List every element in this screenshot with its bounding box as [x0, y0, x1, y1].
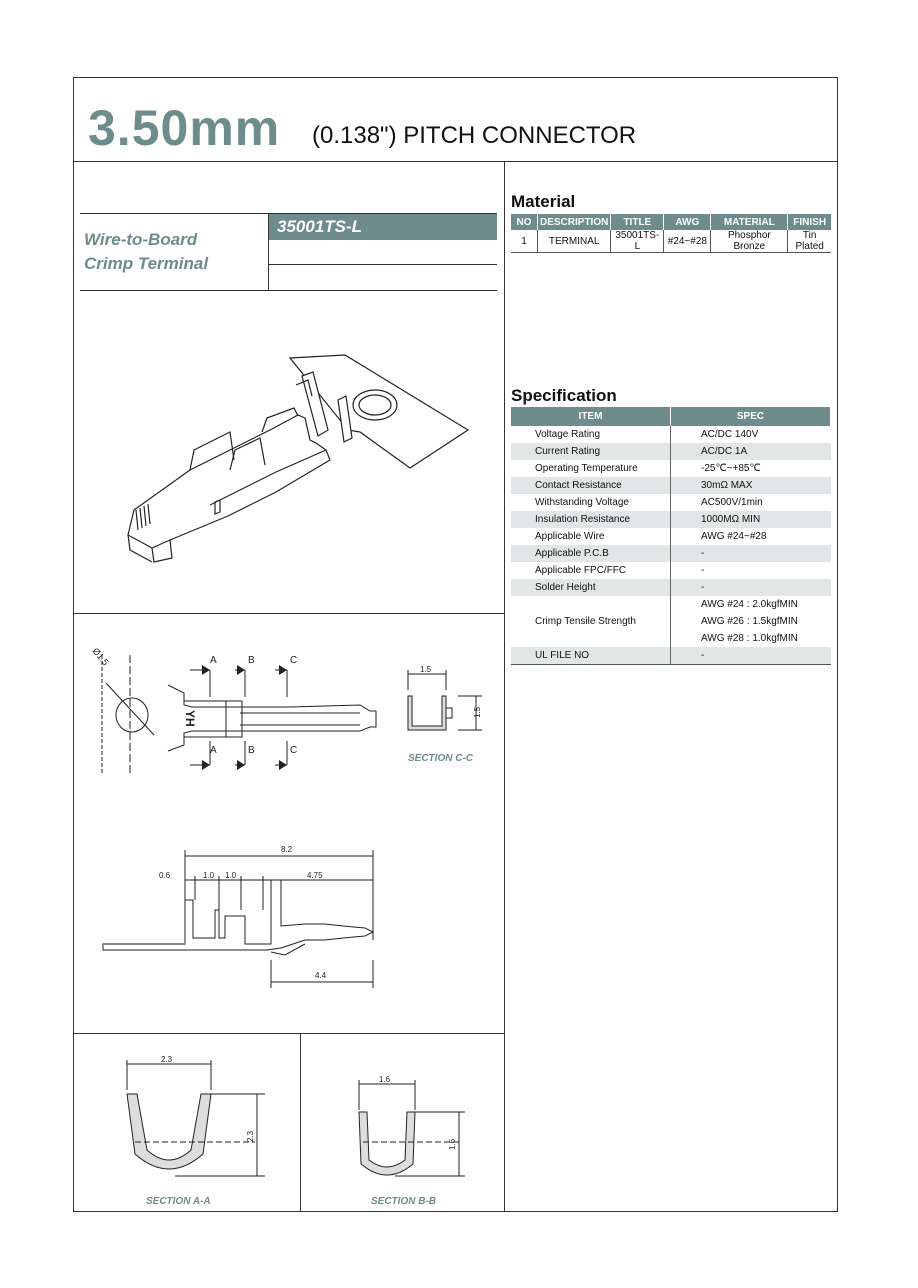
spec-col-item: ITEM: [511, 407, 671, 426]
material-cell: 35001TS-L: [611, 230, 664, 253]
product-type: [84, 228, 208, 276]
spec-item: UL FILE NO: [511, 647, 671, 665]
spec-value: AC/DC 140V: [701, 429, 759, 440]
spec-item: Insulation Resistance: [511, 511, 671, 528]
material-col-material: MATERIAL: [711, 214, 788, 230]
section-mark-c: C: [290, 655, 298, 666]
spec-item: Contact Resistance: [511, 477, 671, 494]
dim-cc-height: 1.5: [473, 706, 482, 718]
dim-bb-height: 1.6: [448, 1138, 457, 1150]
svg-text:YH: YH: [183, 710, 197, 727]
dim-cc-width: 1.5: [420, 665, 432, 674]
terminal-side-view: [95, 840, 395, 995]
material-col-awg: AWG: [664, 214, 711, 230]
dim-phi: Ø1.5: [90, 645, 111, 668]
product-bottom-line: [80, 290, 497, 291]
spec-value: 1000MΩ MIN: [671, 511, 831, 528]
dim-d5: 4.4: [315, 971, 327, 980]
dim-d4: 4.75: [307, 871, 323, 880]
table-row: [511, 528, 831, 545]
table-row: [511, 579, 831, 596]
section-cc-label: SECTION C-C: [408, 753, 473, 764]
dim-total: 8.2: [281, 845, 293, 854]
pitch-subtitle: (0.138") PITCH CONNECTOR: [312, 122, 637, 149]
material-cell: 1: [511, 230, 538, 253]
dim-aa-height: 2.3: [246, 1130, 255, 1142]
material-cell: Phosphor Bronze: [711, 230, 788, 253]
product-type-line1: Wire-to-Board: [84, 230, 198, 249]
table-row: [511, 647, 831, 665]
dim-d1: 0.6: [159, 871, 171, 880]
table-row: [511, 596, 831, 647]
material-cell: TERMINAL: [538, 230, 611, 253]
center-divider: [504, 161, 505, 1212]
spec-value: -25℃~+85℃: [701, 463, 761, 474]
terminal-top-view: [80, 635, 380, 785]
spec-item: Crimp Tensile Strength: [511, 596, 671, 647]
dim-d3: 1.0: [225, 871, 237, 880]
table-row: [511, 477, 831, 494]
spec-item: Withstanding Voltage: [511, 494, 671, 511]
spec-value: AWG #24 : 2.0kgfMIN: [701, 599, 798, 610]
table-row: [511, 443, 831, 460]
section-mark-a: A: [210, 745, 217, 756]
spec-item: Current Rating: [511, 443, 671, 460]
section-aa-label: SECTION A-A: [146, 1196, 211, 1207]
dim-d2: 1.0: [203, 871, 215, 880]
material-col-title: TITLE: [611, 214, 664, 230]
pitch-title: 3.50mm: [88, 100, 281, 156]
part-number: 35001TS-L: [269, 214, 497, 240]
table-row: [511, 494, 831, 511]
spec-item: Voltage Rating: [511, 426, 671, 443]
section-mark-b: B: [248, 655, 255, 666]
spec-item: Applicable FPC/FFC: [511, 562, 671, 579]
material-cell: Tin Plated: [788, 230, 831, 253]
spec-value: -: [671, 545, 831, 562]
iso-divider: [73, 613, 504, 614]
dim-aa-width: 2.3: [161, 1055, 173, 1064]
spec-value: AC/DC 1A: [671, 443, 831, 460]
table-row: [511, 511, 831, 528]
section-bb-label: SECTION B-B: [371, 1196, 436, 1207]
spec-value: AWG #28 : 1.0kgfMIN: [701, 633, 798, 644]
section-aa-drawing: [115, 1050, 275, 1180]
spec-col-spec: SPEC: [671, 407, 831, 426]
spec-value: -: [671, 647, 831, 665]
terminal-isometric-drawing: [80, 300, 500, 600]
material-heading: Material: [511, 192, 576, 211]
spec-item: Applicable Wire: [511, 528, 671, 545]
spec-value: 30mΩ MAX: [671, 477, 831, 494]
spec-value: AC500V/1min: [701, 497, 763, 508]
material-col-no: NO: [511, 214, 538, 230]
section-cc-drawing: [400, 660, 490, 745]
product-type-line2: Crimp Terminal: [84, 254, 209, 273]
header-divider: [73, 161, 838, 162]
material-cell: #24~#28: [664, 230, 711, 253]
material-col-finish: FINISH: [788, 214, 831, 230]
material-col-description: DESCRIPTION: [538, 214, 611, 230]
section-bb-drawing: [345, 1070, 475, 1180]
table-row: [511, 545, 831, 562]
spec-value: AWG #26 : 1.5kgfMIN: [701, 616, 798, 627]
dim-bb-width: 1.6: [379, 1075, 391, 1084]
material-table: [511, 214, 831, 253]
product-inner-line: [269, 264, 497, 265]
section-mark-a: A: [210, 655, 217, 666]
table-row: [511, 230, 831, 253]
table-row: [511, 562, 831, 579]
spec-item: Solder Height: [511, 579, 671, 596]
spec-item: Operating Temperature: [511, 460, 671, 477]
specification-table: [511, 407, 831, 665]
spec-value: -: [701, 565, 705, 576]
specification-heading: Specification: [511, 386, 617, 405]
sections-mid-divider: [300, 1033, 301, 1212]
sections-divider: [73, 1033, 504, 1034]
spec-value: AWG #24~#28: [701, 531, 767, 542]
spec-item: Applicable P.C.B: [511, 545, 671, 562]
table-row: [511, 426, 831, 443]
section-mark-c: C: [290, 745, 298, 756]
spec-value-multi: [671, 596, 831, 647]
table-row: [511, 460, 831, 477]
spec-value: -: [671, 579, 831, 596]
section-mark-b: B: [248, 745, 255, 756]
